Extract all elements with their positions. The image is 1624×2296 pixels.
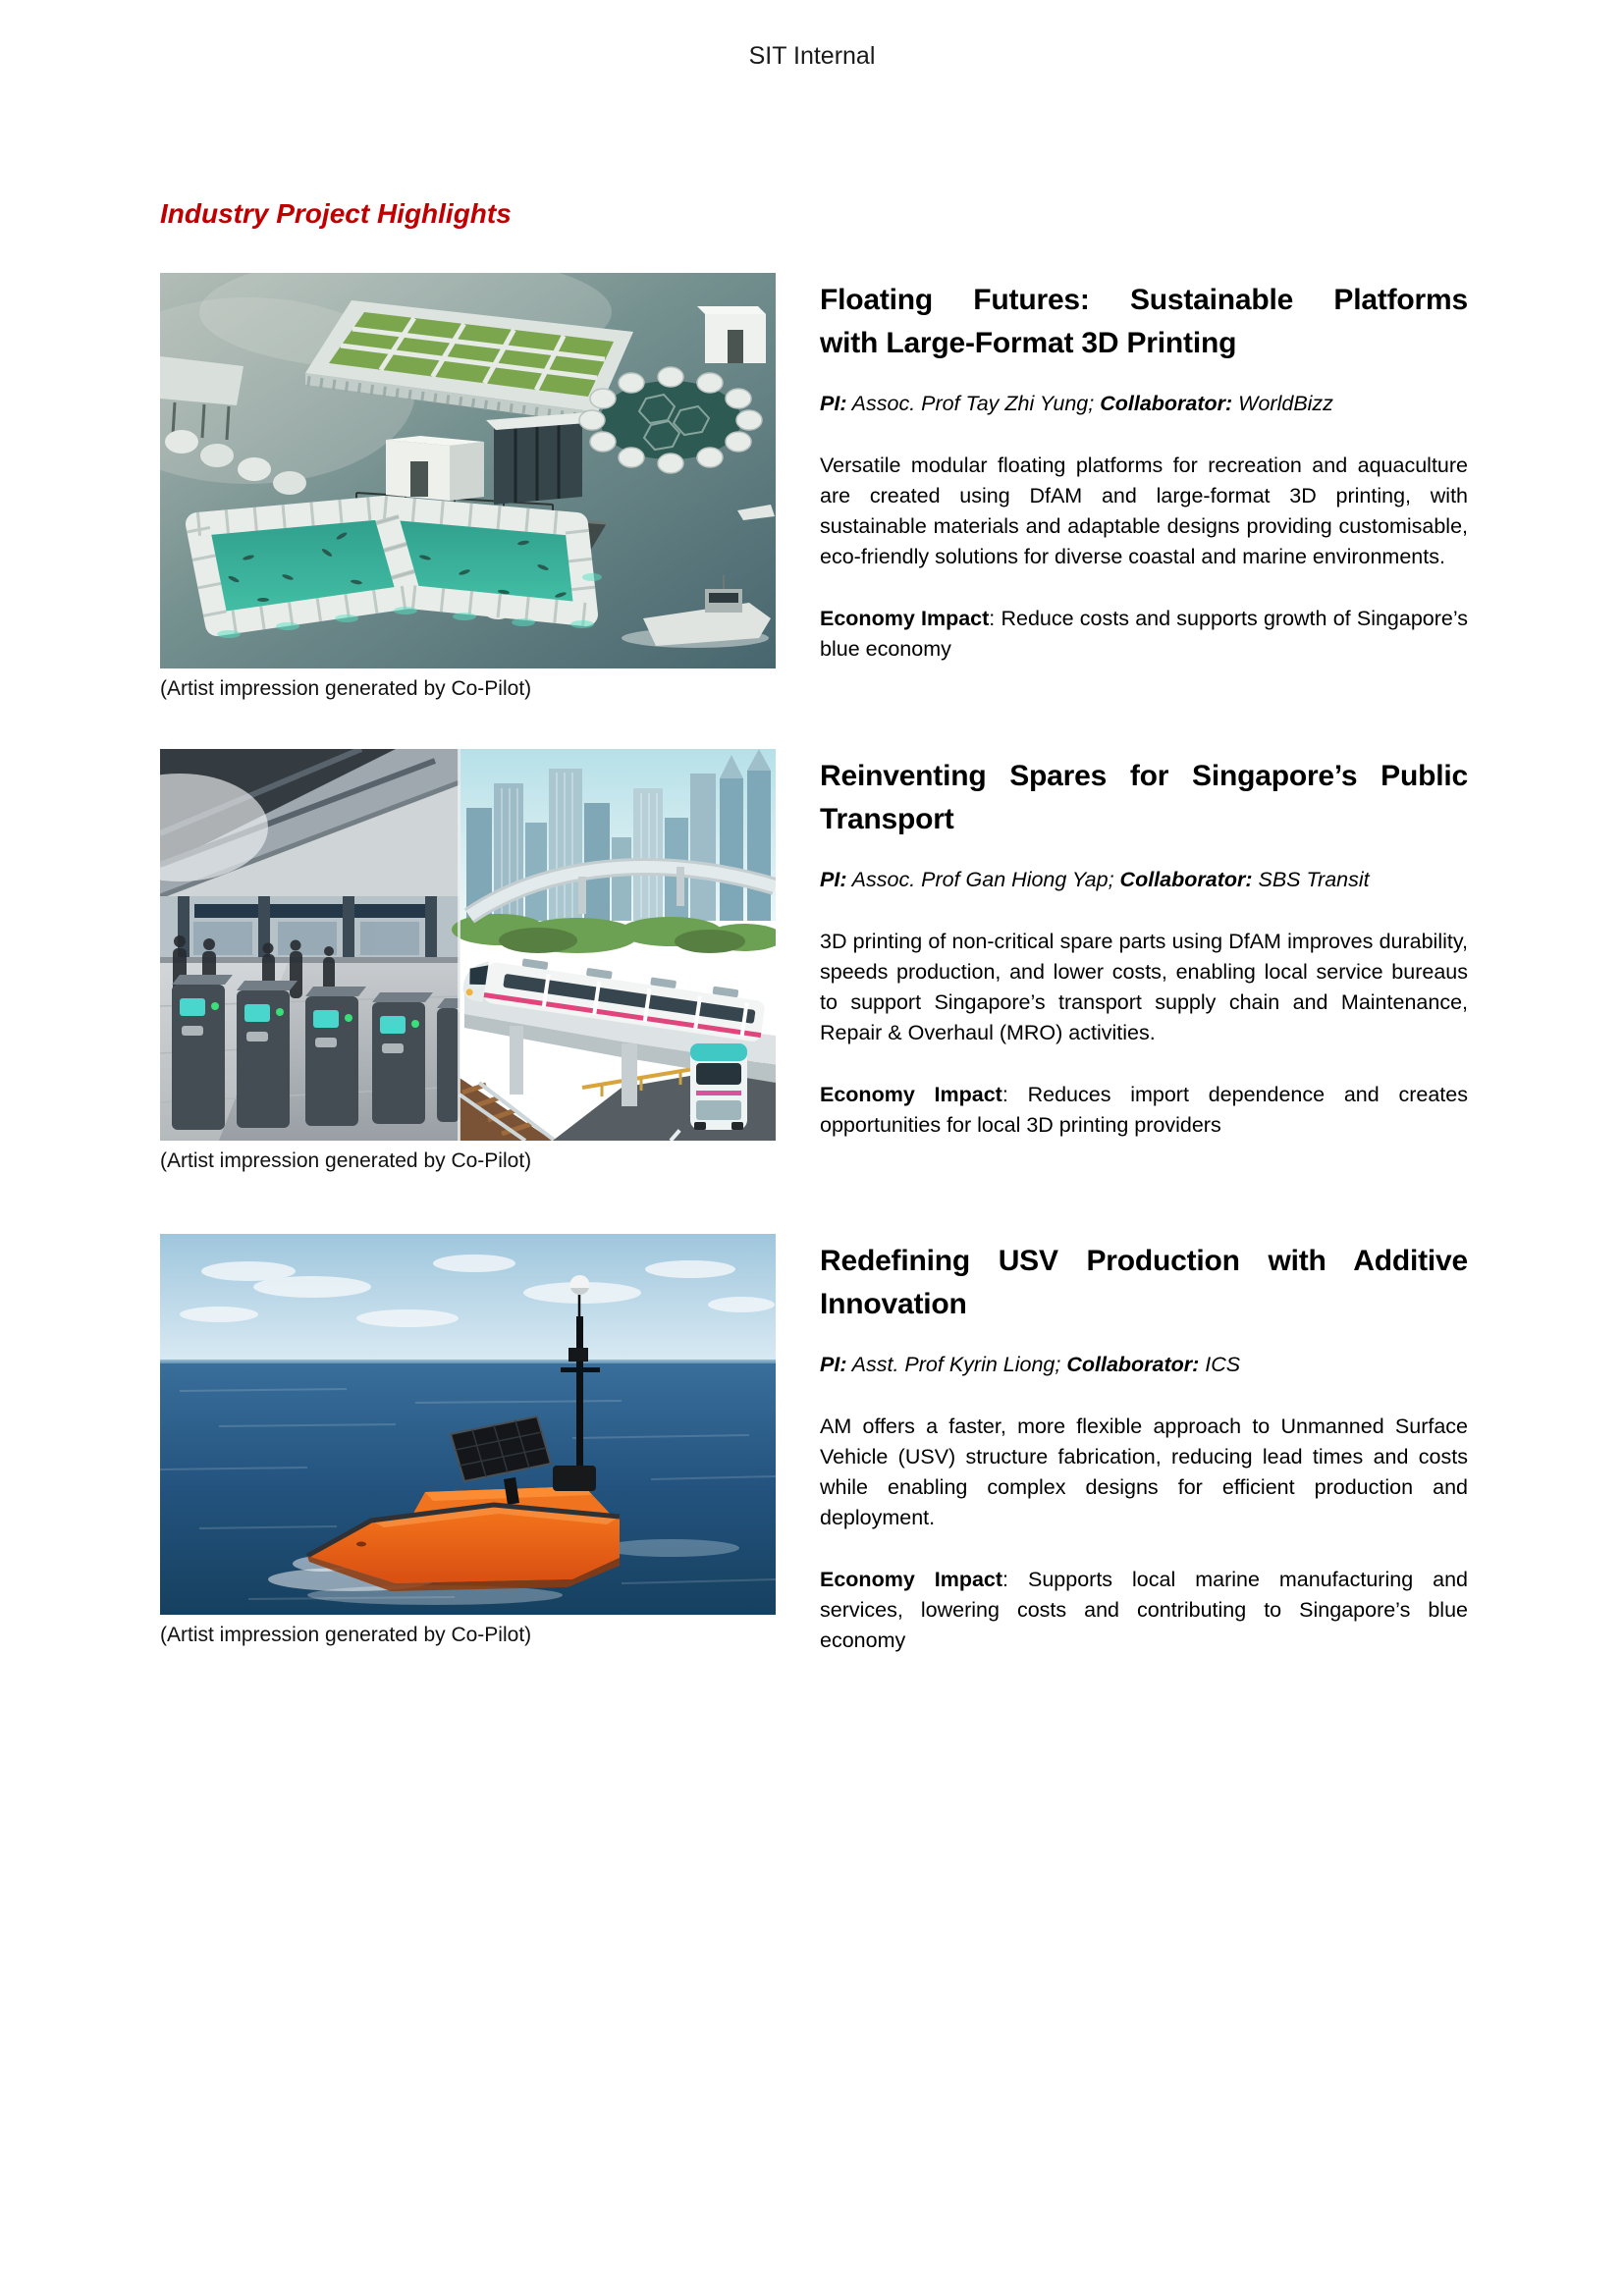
pi-name: Asst. Prof Kyrin Liong; (846, 1353, 1067, 1376)
city-bus (690, 1043, 747, 1130)
sky (160, 1234, 776, 1363)
economy-impact-text: : Supports local marine manufacturing and services, lowering costs and contributing to Singapore’s blue economy (820, 1568, 1468, 1652)
station-interior (160, 749, 460, 1141)
project-figure (160, 1234, 776, 1656)
image-caption: (Artist impression generated by Co-Pilot) (160, 1624, 532, 1646)
project-text (820, 749, 1468, 1174)
project-title (820, 279, 1468, 365)
project-title-line1: Redefining USV Production with Additive (820, 1245, 1468, 1277)
pi-label: PI: (820, 868, 847, 891)
pi-name: Assoc. Prof Tay Zhi Yung; (846, 392, 1101, 415)
project-title (820, 1240, 1468, 1326)
collaborator-label: Collaborator: (1100, 392, 1233, 415)
mast (576, 1316, 583, 1489)
project-figure (160, 273, 776, 702)
project-title-line1: Reinventing Spares for Singapore’s Public (820, 760, 1468, 792)
collaborator-label: Collaborator: (1066, 1353, 1200, 1376)
economy-impact-label: Economy Impact (820, 1568, 1003, 1591)
project-row-floating-futures (160, 273, 1468, 702)
collaborator-name: WorldBizz (1232, 392, 1333, 415)
collaborator-name: SBS Transit (1252, 868, 1370, 891)
project-title-line2: Transport (820, 803, 954, 835)
image-caption: (Artist impression generated by Co-Pilot) (160, 677, 532, 700)
economy-impact-text: : Reduce costs and supports growth of Singapore’s blue economy (820, 607, 1469, 661)
pi-line (820, 865, 1468, 895)
project-figure (160, 749, 776, 1174)
floating-platforms-photo (160, 273, 776, 668)
pi-name: Assoc. Prof Gan Hiong Yap; (846, 868, 1120, 891)
project-description: AM offers a faster, more flexible approach to Unmanned Surface Vehicle (USV) structure fabrication, reducing lead times and costs while enabling complex designs for efficient production and deployment. (820, 1415, 1468, 1529)
pi-line (820, 389, 1468, 419)
public-transport-photo (160, 749, 776, 1141)
project-row-public-transport (160, 749, 1468, 1174)
equipment-box (553, 1466, 596, 1491)
pi-line (820, 1350, 1468, 1380)
project-row-usv (160, 1234, 1468, 1656)
stern-wake (602, 1539, 739, 1557)
city-skyline (452, 749, 776, 1141)
classification-header: SIT Internal (748, 42, 876, 70)
pi-label: PI: (820, 392, 847, 415)
image-caption: (Artist impression generated by Co-Pilot) (160, 1149, 532, 1172)
fare-gates (172, 975, 460, 1130)
project-description: Versatile modular floating platforms for recreation and aquaculture are created using DfAM and large-format 3D printing, with sustainable materials and adaptable designs providing customisable, eco-friendly solutions for diverse coastal and marine environments. (820, 454, 1468, 568)
usv-boat-photo (160, 1234, 776, 1615)
economy-impact-text: : Reduces import dependence and creates opportunities for local 3D printing providers (820, 1083, 1468, 1137)
economy-impact (820, 1080, 1468, 1141)
collaborator-name: ICS (1199, 1353, 1241, 1376)
pi-label: PI: (820, 1353, 847, 1376)
project-title-line2: Innovation (820, 1288, 967, 1320)
track-bed (460, 1078, 555, 1141)
project-title-line1: Floating Futures: Sustainable Platforms (820, 284, 1468, 316)
project-title (820, 755, 1468, 841)
project-title-line2: with Large-Format 3D Printing (820, 327, 1237, 359)
collaborator-label: Collaborator: (1119, 868, 1253, 891)
economy-impact-label: Economy Impact (820, 1083, 1002, 1106)
project-text (820, 273, 1468, 702)
economy-impact (820, 604, 1468, 665)
project-text (820, 1234, 1468, 1656)
section-title: Industry Project Highlights (160, 198, 512, 229)
economy-impact-label: Economy Impact (820, 607, 990, 630)
project-description: 3D printing of non-critical spare parts using DfAM improves durability, speeds production, and lower costs, enabling local service bureaus to support Singapore’s transport supply chain and Maintenance, Repair & Overhaul (MRO) activities. (820, 930, 1468, 1044)
economy-impact (820, 1565, 1468, 1656)
